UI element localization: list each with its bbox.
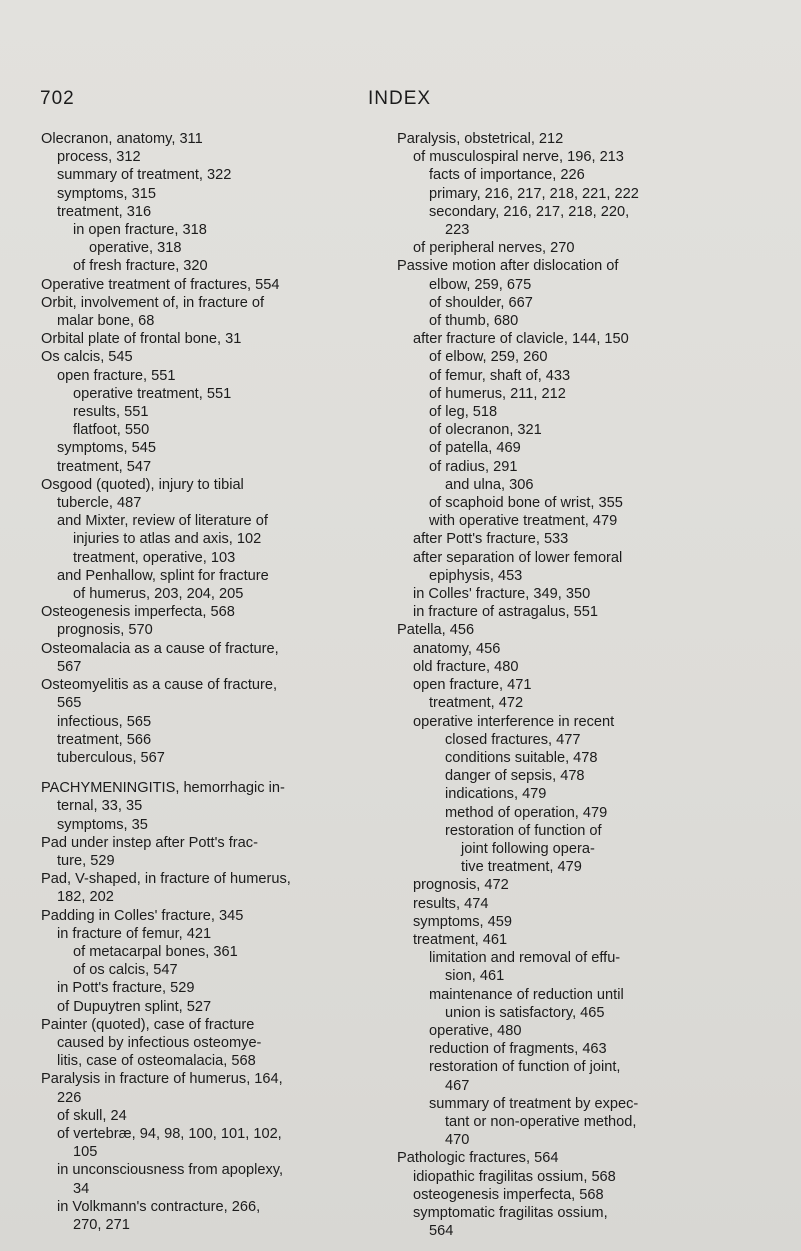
index-entry: 467: [445, 1077, 470, 1094]
index-entry: of scaphoid bone of wrist, 355: [429, 495, 623, 512]
index-entry: Paralysis in fracture of humerus, 164,: [41, 1071, 283, 1088]
index-entry: 567: [57, 658, 82, 675]
index-entry: restoration of function of: [445, 822, 602, 839]
index-entry: osteogenesis imperfecta, 568: [413, 1186, 604, 1203]
index-entry: treatment, 547: [57, 458, 152, 475]
index-entry: open fracture, 551: [57, 367, 176, 384]
index-entry: 34: [73, 1180, 90, 1197]
index-entry: sion, 461: [445, 968, 505, 985]
index-entry: and Penhallow, splint for fracture: [57, 567, 269, 584]
index-entry: joint following opera-: [461, 840, 595, 857]
index-entry: in Colles' fracture, 349, 350: [413, 586, 591, 603]
index-entry: tant or non-operative method,: [445, 1113, 637, 1130]
index-entry: Pad under instep after Pott's frac-: [41, 834, 258, 851]
index-entry: of shoulder, 667: [429, 294, 533, 311]
index-entry: Orbital plate of frontal bone, 31: [41, 331, 242, 348]
index-entry: injuries to atlas and axis, 102: [73, 531, 262, 548]
running-head: INDEX: [368, 88, 432, 109]
index-entry: results, 474: [413, 895, 489, 912]
index-entry: operative, 318: [89, 240, 182, 257]
index-entry: of humerus, 203, 204, 205: [73, 586, 244, 603]
index-entry: indications, 479: [445, 786, 547, 803]
index-entry: of Dupuytren splint, 527: [57, 998, 212, 1015]
index-entry: PACHYMENINGITIS, hemorrhagic in-: [41, 780, 285, 797]
index-entry: danger of sepsis, 478: [445, 768, 585, 785]
index-entry: of olecranon, 321: [429, 422, 542, 439]
index-entry: anatomy, 456: [413, 640, 501, 657]
index-entry: 565: [57, 695, 82, 712]
index-entry: treatment, 316: [57, 203, 152, 220]
index-entry: after Pott's fracture, 533: [413, 531, 569, 548]
index-entry: union is satisfactory, 465: [445, 1004, 605, 1021]
index-entry: results, 551: [73, 404, 149, 421]
index-entry: method of operation, 479: [445, 804, 608, 821]
index-entry: prognosis, 570: [57, 622, 153, 639]
index-entry: treatment, 472: [429, 695, 524, 712]
index-entry: caused by infectious osteomye-: [57, 1034, 262, 1051]
index-entry: of fresh fracture, 320: [73, 258, 208, 275]
index-column-right: [397, 130, 734, 1240]
index-entry: Orbit, involvement of, in fracture of: [41, 294, 265, 311]
index-entry: old fracture, 480: [413, 658, 519, 675]
index-entry: tuberculous, 567: [57, 749, 165, 766]
index-entry: 470: [445, 1132, 470, 1149]
index-entry: infectious, 565: [57, 713, 152, 730]
index-entry: of metacarpal bones, 361: [73, 943, 238, 960]
index-entry: of patella, 469: [429, 440, 521, 457]
index-entry: symptomatic fragilitas ossium,: [413, 1204, 608, 1221]
index-entry: of humerus, 211, 212: [429, 385, 566, 402]
index-entry: of vertebræ, 94, 98, 100, 101, 102,: [57, 1125, 282, 1142]
index-entry: Padding in Colles' fracture, 345: [41, 907, 244, 924]
index-entry: of thumb, 680: [429, 313, 519, 330]
index-entry: idiopathic fragilitas ossium, 568: [413, 1168, 616, 1185]
index-entry: tive treatment, 479: [461, 859, 582, 876]
index-entry: in Volkmann's contracture, 266,: [57, 1198, 261, 1215]
index-entry: 223: [445, 222, 470, 239]
index-entry: summary of treatment by expec-: [429, 1095, 639, 1112]
index-entry: Patella, 456: [397, 622, 475, 639]
index-entry: of femur, shaft of, 433: [429, 367, 571, 384]
index-column-left: [41, 130, 371, 1234]
index-entry: prognosis, 472: [413, 877, 509, 894]
index-entry: process, 312: [57, 149, 141, 166]
index-entry: treatment, 461: [413, 931, 508, 948]
index-entry: Pathologic fractures, 564: [397, 1150, 559, 1167]
index-entry: Osteomyelitis as a cause of fracture,: [41, 677, 278, 694]
index-entry: Operative treatment of fractures, 554: [41, 276, 280, 293]
index-entry: litis, case of osteomalacia, 568: [57, 1053, 256, 1070]
index-entry: with operative treatment, 479: [429, 513, 618, 530]
index-entry: operative treatment, 551: [73, 385, 232, 402]
index-entry: of leg, 518: [429, 404, 498, 421]
index-entry: flatfoot, 550: [73, 422, 150, 439]
index-entry: in open fracture, 318: [73, 222, 207, 239]
page-number: 702: [40, 88, 75, 109]
index-entry: conditions suitable, 478: [445, 749, 598, 766]
index-entry: 226: [57, 1089, 82, 1106]
index-entry: Painter (quoted), case of fracture: [41, 1016, 255, 1033]
index-entry: secondary, 216, 217, 218, 220,: [429, 203, 630, 220]
index-entry: Osteomalacia as a cause of fracture,: [41, 640, 279, 657]
index-entry: symptoms, 35: [57, 816, 148, 833]
index-entry: Olecranon, anatomy, 311: [41, 131, 203, 147]
index-entry: operative interference in recent: [413, 713, 615, 730]
index-entry: Passive motion after dislocation of: [397, 258, 619, 275]
index-entry: symptoms, 545: [57, 440, 156, 457]
index-entry: of radius, 291: [429, 458, 518, 475]
index-entry: 564: [429, 1223, 454, 1240]
index-entry: maintenance of reduction until: [429, 986, 624, 1003]
index-entry: of os calcis, 547: [73, 962, 178, 979]
index-entry: after fracture of clavicle, 144, 150: [413, 331, 629, 348]
index-entry: Pad, V-shaped, in fracture of humerus,: [41, 871, 291, 888]
index-entry: of elbow, 259, 260: [429, 349, 548, 366]
index-entry: symptoms, 315: [57, 185, 156, 202]
index-entry: 270, 271: [73, 1216, 130, 1233]
index-entry: of peripheral nerves, 270: [413, 240, 575, 257]
index-entry: restoration of function of joint,: [429, 1059, 621, 1076]
index-entry: and Mixter, review of literature of: [57, 513, 268, 530]
index-entry: closed fractures, 477: [445, 731, 581, 748]
index-entry: operative, 480: [429, 1022, 522, 1039]
index-entry: and ulna, 306: [445, 476, 534, 493]
index-entry: Os calcis, 545: [41, 349, 133, 366]
index-entry: in fracture of femur, 421: [57, 925, 212, 942]
index-entry: limitation and removal of effu-: [429, 950, 621, 967]
index-entry: in fracture of astragalus, 551: [413, 604, 598, 621]
index-entry: open fracture, 471: [413, 677, 532, 694]
index-entry: epiphysis, 453: [429, 567, 523, 584]
index-entry: Paralysis, obstetrical, 212: [397, 131, 564, 147]
index-entry: reduction of fragments, 463: [429, 1041, 607, 1058]
page-header: [0, 88, 801, 114]
index-entry: of musculospiral nerve, 196, 213: [413, 149, 624, 166]
index-entry: facts of importance, 226: [429, 167, 585, 184]
index-entry: 182, 202: [57, 889, 114, 906]
index-entry: summary of treatment, 322: [57, 167, 232, 184]
index-entry: after separation of lower femoral: [413, 549, 623, 566]
index-entry: malar bone, 68: [57, 313, 155, 330]
index-entry: Osgood (quoted), injury to tibial: [41, 476, 244, 493]
index-entry: ture, 529: [57, 852, 115, 869]
index-entry: 105: [73, 1144, 98, 1161]
index-entry: ternal, 33, 35: [57, 798, 143, 815]
index-entry: tubercle, 487: [57, 495, 142, 512]
index-entry: treatment, 566: [57, 731, 152, 748]
index-entry: elbow, 259, 675: [429, 276, 532, 293]
index-entry: of skull, 24: [57, 1107, 127, 1124]
index-entry: in unconsciousness from apoplexy,: [57, 1162, 284, 1179]
index-entry: Osteogenesis imperfecta, 568: [41, 604, 235, 621]
index-entry: symptoms, 459: [413, 913, 512, 930]
index-entry: treatment, operative, 103: [73, 549, 236, 566]
index-entry: in Pott's fracture, 529: [57, 980, 195, 997]
index-entry: primary, 216, 217, 218, 221, 222: [429, 185, 639, 202]
